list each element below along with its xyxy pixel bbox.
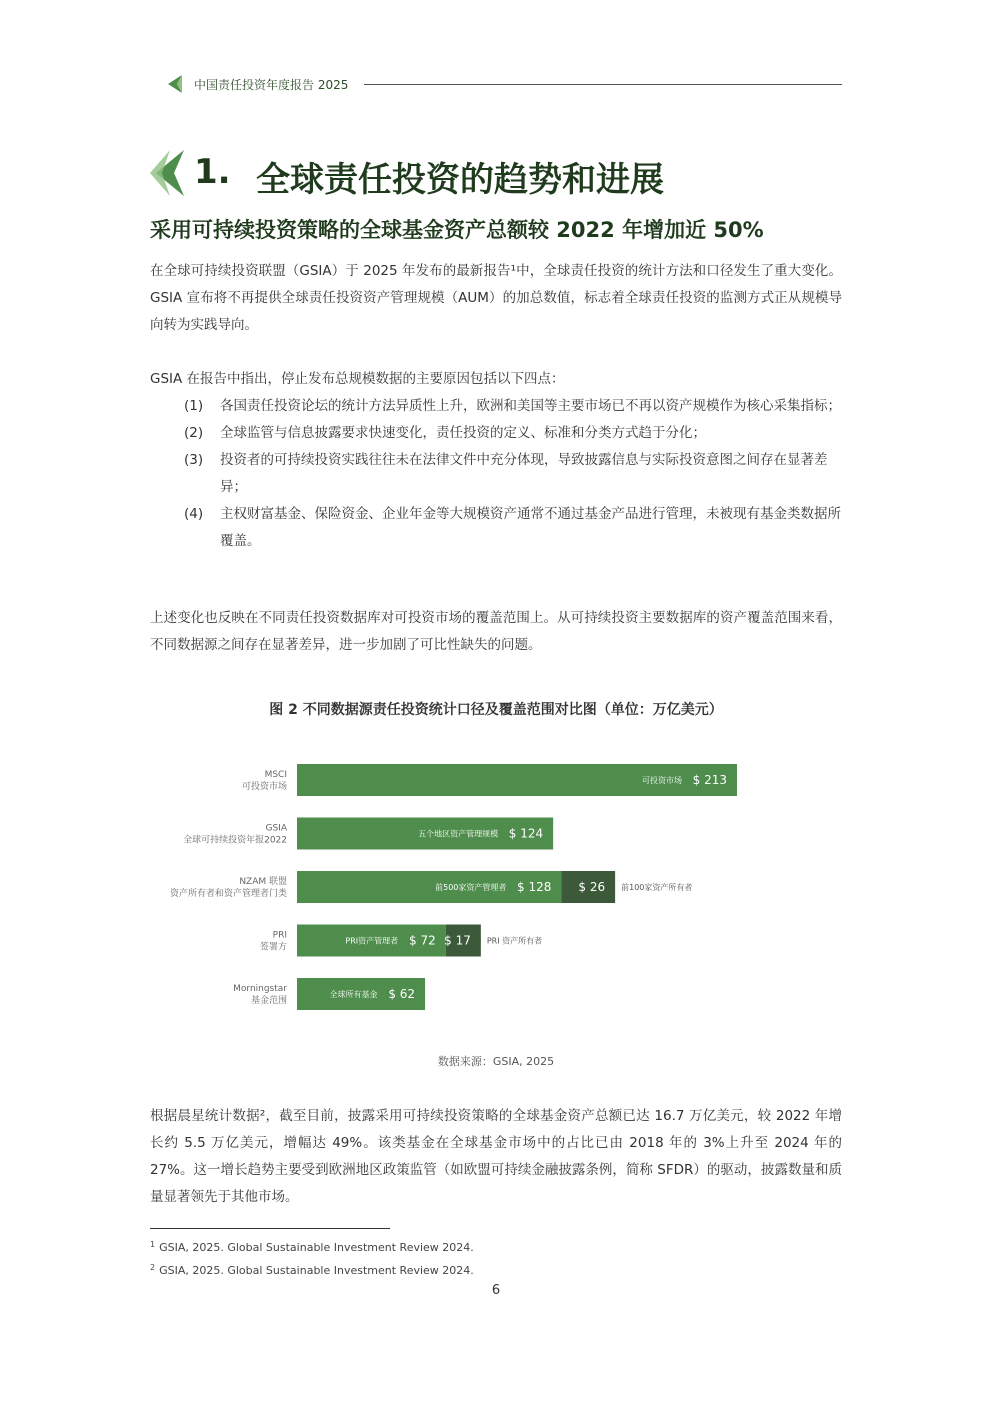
list-item — [150, 420, 842, 447]
page-header — [168, 72, 842, 96]
list-text: 各国责任投资论坛的统计方法异质性上升，欧洲和美国等主要市场已不再以资产规模作为核心采集指标； — [220, 398, 841, 414]
subsection-heading: 采用可持续投资策略的全球基金资产总额较 2022 年增加近 50% — [150, 218, 764, 242]
section-title — [150, 146, 850, 202]
footnote — [150, 1241, 474, 1254]
footnote-text: GSIA, 2025. Global Sustainable Investment Review 2024. — [159, 1241, 474, 1254]
bar-inner-label: 全球所有基金 — [329, 990, 378, 999]
footnote-mark: 2 — [150, 1263, 156, 1272]
category-sublabel: 可投资市场 — [241, 782, 287, 792]
bar-value-label: $ 26 — [578, 880, 606, 894]
list-text: 全球监管与信息披露要求快速变化，责任投资的定义、标准和分类方式趋于分化； — [220, 425, 706, 441]
list-item — [150, 393, 842, 420]
bar-value-label: $ 128 — [517, 880, 552, 894]
paragraph-4: 根据晨星统计数据²，截至目前，披露采用可持续投资策略的全球基金资产总额已达 16.7 万亿美元，较 2022 年增长约 5.5 万亿美元，增幅达 49%。该类基金在全球基金市场中的占比已由 2018 年的 3%上升至 2024 年的 27%。这一增长趋势主要受到欧洲地区政策监管（如欧盟可持续金融披露条例，简称 SFDR）的驱动，披露数量和质量显著领先于其他市场。 — [150, 1108, 842, 1205]
bar-value-label: $ 72 — [409, 933, 436, 948]
coverage-bar-chart — [150, 752, 842, 1028]
figure-title: 图 2 不同数据源责任投资统计口径及覆盖范围对比图（单位：万亿美元） — [269, 702, 723, 718]
list-number: (3) — [184, 452, 204, 468]
section-marker-icon — [150, 150, 184, 196]
bar-outside-label: 前100家资产所有者 — [621, 883, 693, 892]
bar-inner-label: PRI资产管理者 — [345, 936, 399, 946]
list-item — [150, 501, 842, 555]
list-item — [150, 447, 842, 501]
paragraph-2: GSIA 在报告中指出，停止发布总规模数据的主要原因包括以下四点： — [150, 371, 565, 387]
footnote-text: GSIA, 2025. Global Sustainable Investment Review 2024. — [159, 1264, 474, 1277]
bar-inner-label: 可投资市场 — [642, 776, 682, 785]
category-label: MSCI — [264, 770, 287, 780]
figure-source: 数据来源：GSIA, 2025 — [437, 1055, 555, 1068]
section-heading: 全球责任投资的趋势和进展 — [256, 160, 664, 200]
section-number: 1. — [194, 152, 231, 192]
category-sublabel: 签署方 — [259, 942, 287, 953]
list-number: (2) — [184, 425, 204, 441]
page-number: 6 — [491, 1283, 501, 1298]
reasons-list — [150, 393, 842, 555]
bar-inner-label: 五个地区资产管理规模 — [418, 829, 499, 839]
bar-inner-label: 前500家资产管理者 — [435, 883, 507, 892]
category-sublabel: 资产所有者和资产管理者门类 — [169, 889, 287, 899]
category-label: NZAM 联盟 — [239, 877, 287, 887]
category-sublabel: 基金范围 — [250, 996, 287, 1006]
bar-value-label: $ 213 — [692, 773, 727, 787]
category-label: PRI — [272, 930, 287, 941]
category-label: GSIA — [265, 823, 287, 834]
paragraph-3: 上述变化也反映在不同责任投资数据库对可投资市场的覆盖范围上。从可持续投资主要数据库的资产覆盖范围来看，不同数据源之间存在显著差异，进一步加剧了可比性缺失的问题。 — [150, 610, 842, 653]
category-sublabel: 全球可持续投资年报2022 — [183, 835, 287, 846]
bar-value-label: $ 124 — [508, 826, 544, 841]
footnote-rule — [150, 1228, 390, 1229]
bar-value-label: $ 62 — [388, 987, 416, 1001]
footnote-mark: 1 — [150, 1240, 156, 1249]
paragraph-1: 在全球可持续投资联盟（GSIA）于 2025 年发布的最新报告¹中，全球责任投资的统计方法和口径发生了重大变化。GSIA 宣布将不再提供全球责任投资资产管理规模（AUM）的加总数值，标志着全球责任投资的监测方式正从规模导向转为实践导向。 — [150, 263, 842, 333]
category-label: Morningstar — [233, 984, 287, 994]
report-logo-icon — [168, 75, 182, 93]
footnote — [150, 1264, 474, 1277]
header-rule — [364, 84, 842, 85]
bar-outside-label: PRI 资产所有者 — [486, 936, 543, 946]
list-number: (4) — [184, 506, 204, 522]
list-number: (1) — [184, 398, 204, 414]
bar-value-label: $ 17 — [444, 933, 471, 948]
list-text: 主权财富基金、保险资金、企业年金等大规模资产通常不通过基金产品进行管理，未被现有基金类数据所覆盖。 — [220, 506, 841, 549]
header-title: 中国责任投资年度报告 2025 — [194, 78, 349, 92]
list-text: 投资者的可持续投资实践往往未在法律文件中充分体现，导致披露信息与实际投资意图之间存在显著差异； — [220, 452, 828, 495]
